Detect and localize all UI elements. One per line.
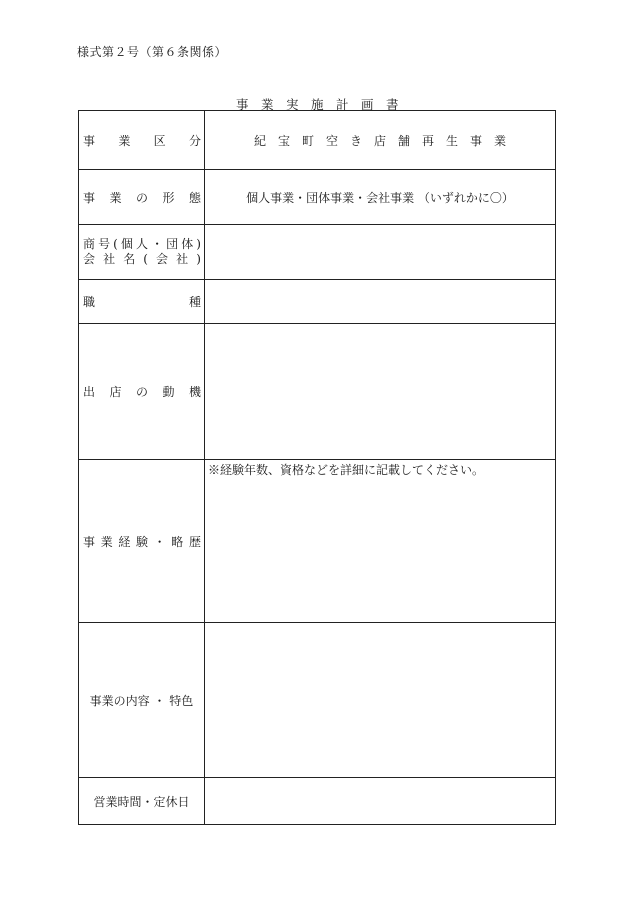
row-label (79, 293, 204, 310)
label-char: 事 (83, 190, 96, 205)
label-char: 略 (171, 534, 184, 549)
label-char: 動 (162, 385, 175, 399)
label-char: 個 (120, 237, 133, 251)
label-char: ・ (153, 534, 166, 549)
row-label (79, 383, 204, 400)
business-content-field[interactable] (205, 623, 556, 778)
label-char: の (135, 190, 148, 205)
row-label (79, 237, 204, 267)
label-char: ( (143, 252, 148, 266)
row-experience (79, 460, 556, 623)
label-cell (79, 111, 205, 170)
label-char: ) (196, 237, 201, 251)
label-char: 社 (176, 252, 189, 266)
row-business-category (79, 111, 556, 170)
label-line (83, 237, 201, 252)
label-cell (79, 324, 205, 460)
label-cell (79, 778, 205, 825)
value-cell (205, 111, 556, 170)
label-char: 人 (135, 237, 148, 251)
label-cell (79, 280, 205, 324)
label-char: 区 (153, 133, 166, 148)
business-form-value: 個人事業・団体事業・会社事業 （いずれかに〇） (246, 190, 514, 205)
row-trade-name (79, 225, 556, 280)
row-motivation (79, 324, 556, 460)
label-cell (79, 623, 205, 778)
row-label (79, 132, 204, 149)
experience-note: ※経験年数、資格などを詳細に記載してください。 (208, 463, 485, 477)
label-cell (79, 225, 205, 280)
form-title: 事業実施計画書 (236, 97, 412, 112)
label-char: ・ (151, 237, 164, 251)
label-line (83, 252, 201, 267)
label-char: 店 (109, 385, 122, 399)
label-cell (79, 170, 205, 225)
plan-table (78, 110, 556, 825)
label-char: 体 (181, 237, 194, 251)
business-hours-field[interactable] (205, 778, 556, 825)
label-char: 業 (118, 133, 131, 148)
label-char: 業 (100, 534, 113, 549)
row-label (79, 189, 204, 206)
label-cell (79, 460, 205, 623)
occupation-field[interactable] (205, 280, 556, 324)
row-business-content (79, 623, 556, 778)
label-char: 会 (156, 252, 169, 266)
label-char: 団 (166, 237, 179, 251)
label-char: 験 (135, 534, 148, 549)
label-char: 商 (83, 237, 96, 251)
experience-field[interactable] (205, 460, 556, 623)
motivation-field[interactable] (205, 324, 556, 460)
label-char: 態 (188, 190, 201, 205)
label-char: 会 (83, 252, 96, 266)
label-char: 経 (118, 534, 131, 549)
label-char: 事 (83, 534, 96, 549)
label-char: の (135, 385, 148, 399)
label-char: ( (113, 237, 118, 251)
label-char: 名 (123, 252, 136, 266)
label-char: ) (196, 252, 201, 266)
label-char: 社 (103, 252, 116, 266)
business-form-cell[interactable] (205, 170, 556, 225)
trade-name-field[interactable] (205, 225, 556, 280)
row-label (79, 533, 204, 550)
label-char: 号 (98, 237, 111, 251)
label-char: 形 (162, 190, 175, 205)
row-business-hours (79, 778, 556, 825)
row-business-form (79, 170, 556, 225)
row-label: 営業時間・定休日 (93, 794, 190, 809)
row-label: 事業の内容 ・ 特色 (89, 693, 194, 708)
form-number: 様式第２号（第６条関係） (77, 45, 228, 59)
row-occupation (79, 280, 556, 324)
label-char: 歴 (188, 534, 201, 549)
label-char: 事 (83, 133, 96, 148)
label-char: 職 (83, 295, 96, 309)
label-char: 分 (188, 133, 201, 148)
business-category-value: 紀宝町空き店舗再生事業 (253, 133, 518, 148)
label-char: 業 (109, 190, 122, 205)
label-char: 出 (83, 385, 96, 399)
label-char: 種 (188, 295, 201, 309)
label-char: 機 (188, 385, 201, 399)
